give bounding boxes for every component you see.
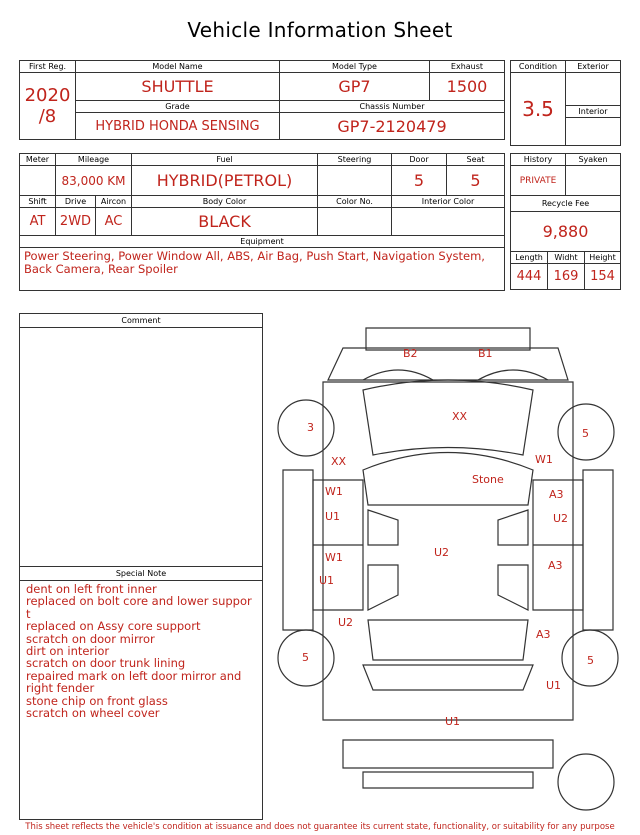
condition-value: 3.5 xyxy=(511,73,566,146)
length-value: 444 xyxy=(511,264,548,290)
special-note-item: repaired mark on left door mirror and right fender xyxy=(26,668,242,696)
mark-left-rear-door-w: W1 xyxy=(325,551,343,564)
mark-right-front-door-a: A3 xyxy=(549,488,564,501)
exhaust-label: Exhaust xyxy=(430,61,505,73)
special-note-item: scratch on door trunk lining xyxy=(26,656,186,671)
special-note-item: dirt on interior xyxy=(26,644,110,659)
mark-right-rear-bumper: U1 xyxy=(546,679,562,692)
mark-b1: B1 xyxy=(478,347,493,360)
comment-box xyxy=(19,313,263,567)
drive-label: Drive xyxy=(56,196,96,208)
recycle-fee-label: Recycle Fee xyxy=(511,196,621,212)
car-damage-diagram xyxy=(268,320,628,820)
height-label: Height xyxy=(585,252,621,264)
fuel-label: Fuel xyxy=(132,154,318,166)
interior-label: Interior xyxy=(566,106,621,118)
aircon-label: Aircon xyxy=(96,196,132,208)
grade-value: HYBRID HONDA SENSING xyxy=(76,113,280,140)
page-title: Vehicle Information Sheet xyxy=(187,18,453,42)
special-note-box xyxy=(19,566,263,820)
mark-front-bumper: U1 xyxy=(445,715,461,728)
exterior-label: Exterior xyxy=(566,61,621,73)
mark-interior: U2 xyxy=(434,546,450,559)
mark-right-front-fender: W1 xyxy=(535,453,553,466)
first-reg-month: /8 xyxy=(38,106,57,127)
width-label: Widht xyxy=(548,252,585,264)
left-front-wheel xyxy=(278,400,334,456)
mark-right-rear-wheel: 5 xyxy=(587,654,594,667)
front-glass-outline xyxy=(368,620,528,660)
mark-left-rear-quarter: U2 xyxy=(338,616,354,629)
mark-left-front-wheel: 3 xyxy=(307,421,314,434)
comment-label: Comment xyxy=(20,314,262,328)
special-note-label: Special Note xyxy=(20,567,262,581)
special-note-item: scratch on door mirror xyxy=(26,631,155,646)
special-note-list xyxy=(20,581,262,721)
first-reg-label: First Reg. xyxy=(20,61,76,73)
interior-color-value xyxy=(392,208,505,236)
mark-right-front-wheel: 5 xyxy=(582,427,589,440)
fuel-value: HYBRID(PETROL) xyxy=(132,166,318,196)
exhaust-value: 1500 xyxy=(430,73,505,101)
syaken-label: Syaken xyxy=(566,154,621,166)
mark-left-rear-wheel: 5 xyxy=(302,651,309,664)
condition-label: Condition xyxy=(511,61,566,73)
grade-label: Grade xyxy=(76,101,280,113)
shift-label: Shift xyxy=(20,196,56,208)
mark-b2: B2 xyxy=(403,347,418,360)
equipment-value: Power Steering, Power Window All, ABS, Air Bag, Push Start, Navigation System, Back Camera, Rear Spoiler xyxy=(20,248,505,291)
mileage-label: Mileage xyxy=(56,154,132,166)
meter-label: Meter xyxy=(20,154,56,166)
interior-left-window xyxy=(368,510,398,610)
front-hood-outline xyxy=(363,665,533,690)
mileage-value: 83,000 KM xyxy=(56,166,132,196)
model-name-value: SHUTTLE xyxy=(76,73,280,101)
mark-right-rear-quarter: A3 xyxy=(536,628,551,641)
exterior-value xyxy=(566,73,621,106)
rear-bumper-outline xyxy=(366,328,530,350)
equipment-label: Equipment xyxy=(20,236,505,248)
door-label: Door xyxy=(392,154,447,166)
special-note-item: replaced on bolt core and lower suppor t xyxy=(26,594,252,621)
mark-windshield: Stone xyxy=(472,473,504,486)
chassis-label: Chassis Number xyxy=(280,101,505,113)
shift-value: AT xyxy=(20,208,56,236)
color-no-value xyxy=(318,208,392,236)
length-label: Length xyxy=(511,252,548,264)
aircon-value: AC xyxy=(96,208,132,236)
interior-right-window xyxy=(498,510,528,610)
history-label: History xyxy=(511,154,566,166)
syaken-value xyxy=(566,166,621,196)
mark-left-front-door-w: W1 xyxy=(325,485,343,498)
door-value: 5 xyxy=(392,166,447,196)
model-name-label: Model Name xyxy=(76,61,280,73)
mark-left-rear-door-u: U1 xyxy=(319,574,335,587)
vehicle-info-table-mid xyxy=(19,153,505,291)
rear-window-outline xyxy=(363,370,548,380)
seat-label: Seat xyxy=(447,154,505,166)
recycle-fee-value: 9,880 xyxy=(511,212,621,252)
steering-value xyxy=(318,166,392,196)
body-color-label: Body Color xyxy=(132,196,318,208)
model-type-label: Model Type xyxy=(280,61,430,73)
vehicle-info-table-top xyxy=(19,60,505,140)
special-note-item: replaced on Assy core support xyxy=(26,619,201,634)
color-no-label: Color No. xyxy=(318,196,392,208)
condition-table xyxy=(510,60,621,146)
drive-value: 2WD xyxy=(56,208,96,236)
meter-value xyxy=(20,166,56,196)
windshield-outline xyxy=(363,453,533,506)
mark-left-front-door-u: U1 xyxy=(325,510,341,523)
special-note-item: scratch on wheel cover xyxy=(26,706,160,721)
roof-outline xyxy=(363,380,533,455)
interior-color-label: Interior Color xyxy=(392,196,505,208)
history-value: PRIVATE xyxy=(511,166,566,196)
left-side-panel xyxy=(283,470,313,630)
chassis-value: GP7-2120479 xyxy=(280,113,505,140)
mark-right-rear-door: A3 xyxy=(548,559,563,572)
seat-value: 5 xyxy=(447,166,505,196)
model-type-value: GP7 xyxy=(280,73,430,101)
special-note-item: stone chip on front glass xyxy=(26,693,168,708)
front-grille-outline xyxy=(363,772,533,788)
history-table xyxy=(510,153,621,290)
footer-disclaimer: This sheet reflects the vehicle's condition at issuance and does not guarantee its current state, functionality, or suitability for any purpose xyxy=(25,822,615,832)
right-side-panel xyxy=(583,470,613,630)
mark-right-front-door-u: U2 xyxy=(553,512,569,525)
mark-roof: XX xyxy=(452,410,468,423)
height-value: 154 xyxy=(585,264,621,290)
first-reg-value xyxy=(20,73,76,140)
special-note-item: dent on left front inner xyxy=(26,582,157,596)
rear-gate-outline xyxy=(328,348,568,380)
body-color-value: BLACK xyxy=(132,208,318,236)
steering-label: Steering xyxy=(318,154,392,166)
front-bumper-outline xyxy=(343,740,553,768)
first-reg-year: 2020 xyxy=(24,85,71,106)
mark-left-front-fender: XX xyxy=(331,455,347,468)
interior-value xyxy=(566,118,621,146)
width-value: 169 xyxy=(548,264,585,290)
spare-wheel xyxy=(558,754,614,810)
